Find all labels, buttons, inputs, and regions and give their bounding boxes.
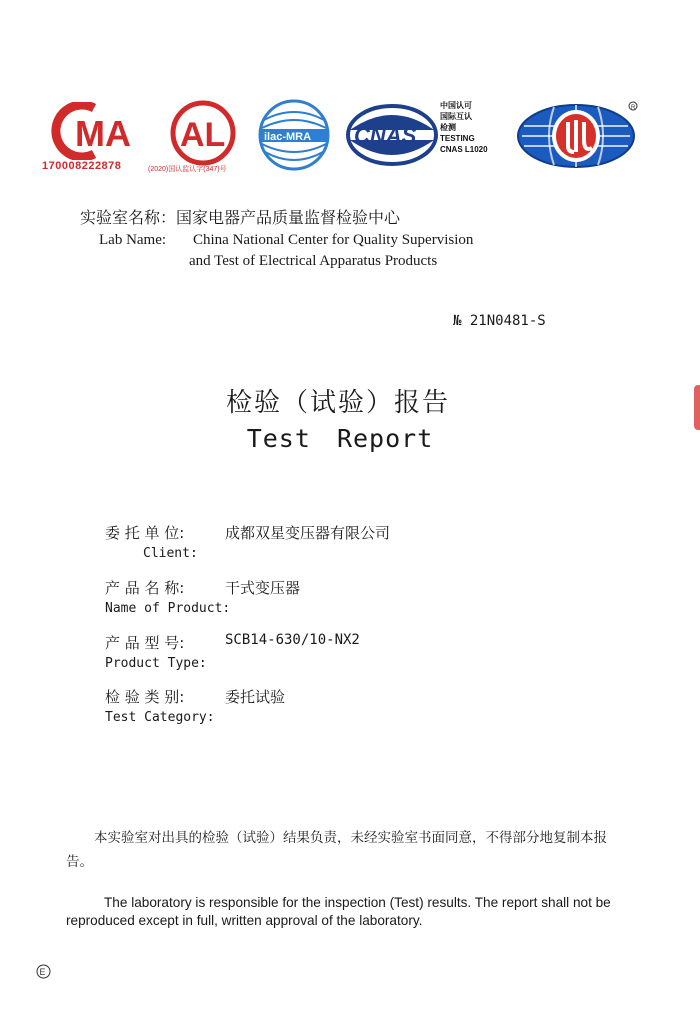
notice-zh: 本实验室对出具的检验（试验）结果负责，未经实验室书面同意，不得部分地复制本报告。 [66, 830, 607, 870]
globe-cert-logo [514, 100, 638, 170]
notice-en: The laboratory is responsible for the inspection (Test) results. The report shall not be reproduced except in full, written approval of the laboratory. [66, 895, 611, 928]
certification-logos [38, 96, 658, 186]
cnas-accreditation-text [440, 100, 488, 155]
cnas-side-line: TESTING [440, 134, 475, 143]
field-value: 干式变压器 [225, 579, 301, 597]
field-value: SCB14-630/10-NX2 [225, 632, 360, 648]
field-label-en: Name of Product: [105, 601, 231, 616]
field-value: 成都双星变压器有限公司 [225, 524, 391, 542]
field-label-zh: 检 验 类 别: [105, 688, 185, 706]
report-number: № 21N0481-S [453, 313, 546, 329]
field-label-zh: 产 品 型 号: [105, 634, 185, 652]
cnas-side-line: CNAS L1020 [440, 145, 488, 154]
lab-name-en-line1: China National Center for Quality Supervision [193, 232, 474, 248]
copyright-e-mark-icon [36, 964, 51, 979]
cma-letters: MA [75, 113, 131, 154]
field-label-en: Client: [143, 546, 198, 561]
field-label-en: Test Category: [105, 710, 215, 725]
cnas-side-line: 国际互认 [440, 112, 472, 121]
cnas-logo [346, 104, 438, 166]
cal-number: (2020)国认监认字(347)号 [148, 166, 227, 173]
lab-name-zh: 实验室名称：国家电器产品质量监督检验中心 [80, 208, 401, 227]
cnas-side-line: 中国认可 [440, 101, 472, 110]
ilac-mra-logo [256, 98, 332, 172]
svg-text:R: R [631, 105, 636, 111]
cnas-text: CNAS [354, 123, 417, 148]
field-label-zh: 委 托 单 位: [105, 524, 185, 542]
lab-name-en-line2: and Test of Electrical Apparatus Products [189, 253, 438, 269]
svg-text:E: E [39, 967, 46, 977]
cma-logo [42, 102, 152, 160]
report-title-en: Test Report [246, 424, 434, 453]
field-label-en: Product Type: [105, 656, 207, 671]
cal-logo [166, 100, 240, 166]
ilac-text: ilac-MRA [264, 131, 312, 143]
field-value: 委托试验 [225, 688, 286, 706]
report-title-zh: 检验（试验）报告 [225, 388, 450, 418]
lab-name-label-en: Lab Name: [99, 232, 167, 248]
field-label-zh: 产 品 名 称: [105, 579, 185, 597]
cal-letters: AL [180, 116, 226, 154]
page-edge-tab [694, 385, 700, 430]
cnas-side-line: 检测 [440, 123, 456, 132]
cma-number: 170008222878 [42, 160, 122, 172]
